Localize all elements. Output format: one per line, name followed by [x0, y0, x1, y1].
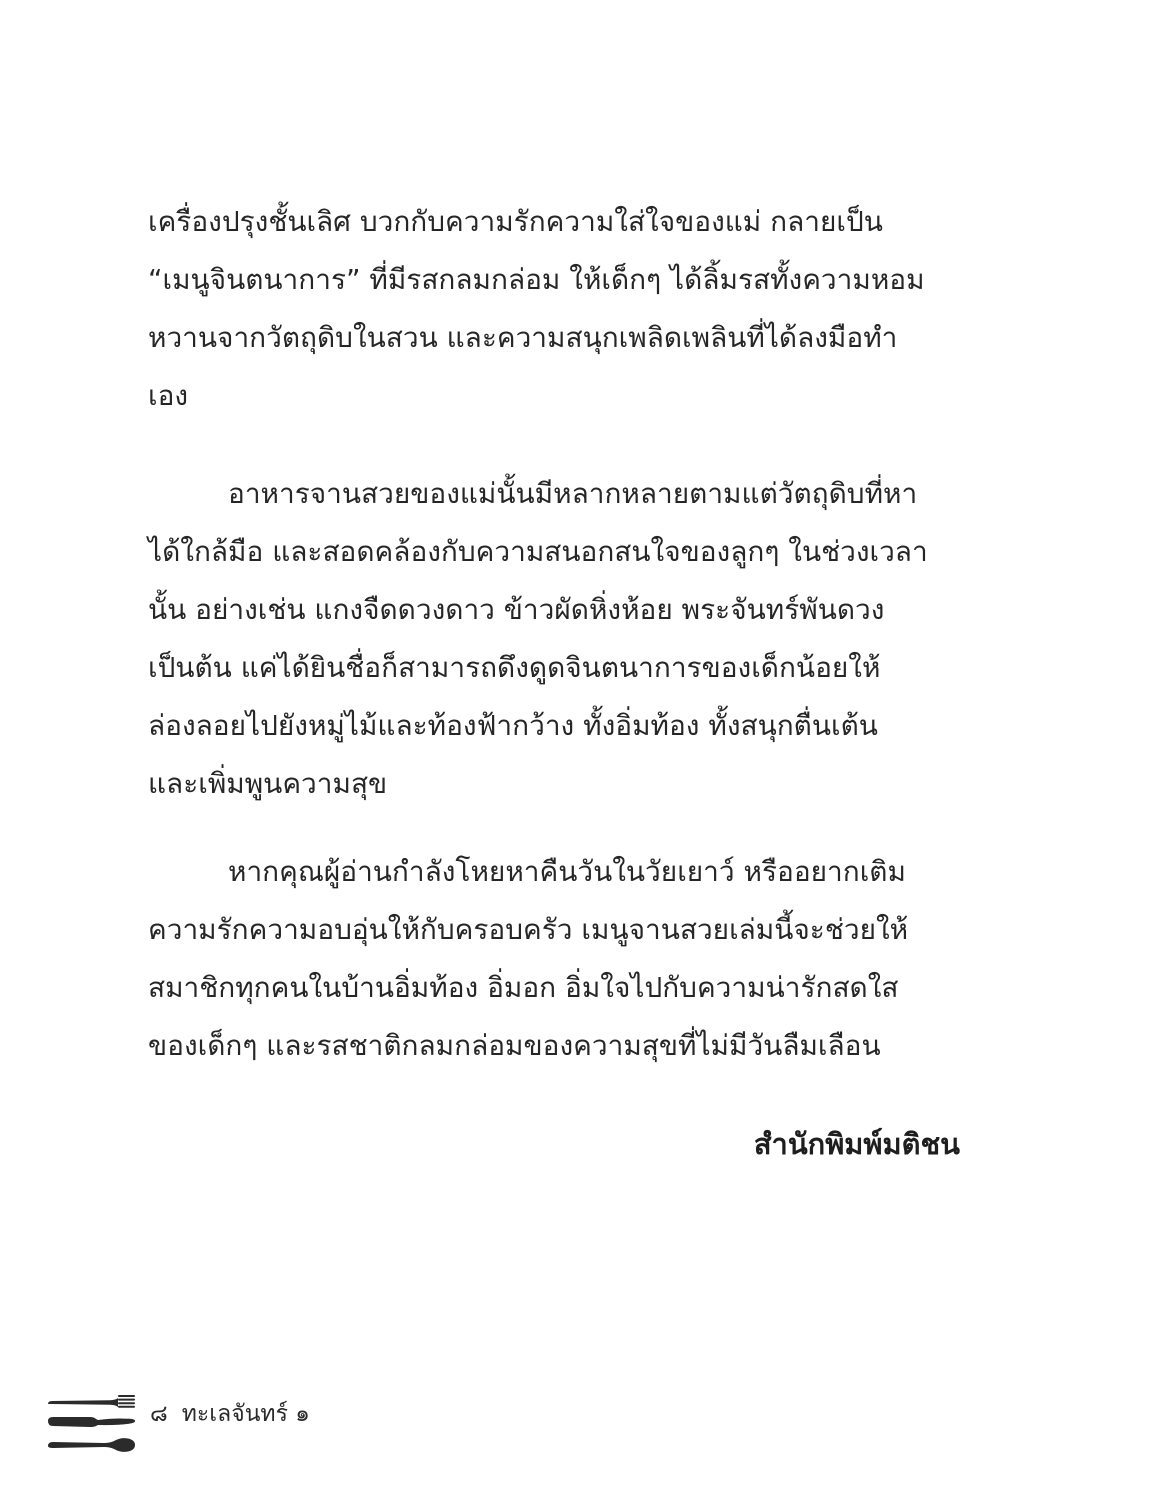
paragraph-2 [148, 465, 962, 813]
knife-icon [48, 1417, 135, 1427]
paragraph-line: และเพิ่มพูนความสุข [148, 767, 388, 800]
publisher-signature: สำนักพิมพ์มติชน [753, 1127, 960, 1161]
paragraph-line: “เมนูจินตนาการ” ที่มีรสกลมกล่อม ให้เด็กๆ ได้ลิ้มรสทั้งความหอม [148, 263, 925, 296]
page-folio [150, 1396, 324, 1432]
page-footer [46, 1384, 346, 1464]
fork-icon [48, 1395, 135, 1408]
paragraph-line: สมาชิกทุกคนในบ้านอิ่มท้อง อิ่มอก อิ่มใจไปกับความน่ารักสดใส [148, 971, 899, 1004]
paragraph-line: ล่องลอยไปยังหมู่ไม้และท้องฟ้ากว้าง ทั้งอิ่มท้อง ทั้งสนุกตื่นเต้น [148, 709, 878, 742]
paragraph-line: ของเด็กๆ และรสชาติกลมกล่อมของความสุขที่ไม่มีวันลืมเลือน [148, 1029, 881, 1062]
book-title: ทะเลจันทร์ ๑ [181, 1401, 310, 1427]
paragraph-1 [148, 193, 962, 425]
paragraph-3 [148, 843, 962, 1075]
fork-knife-spoon-icon [46, 1384, 138, 1464]
paragraph-line: เอง [148, 379, 189, 412]
page-number: ๘ [150, 1401, 168, 1427]
paragraph-line: เครื่องปรุงชั้นเลิศ บวกกับความรักความใส่ใจของแม่ กลายเป็น [148, 205, 883, 238]
paragraph-line: ได้ใกล้มือ และสอดคล้องกับความสนอกสนใจของลูกๆ ในช่วงเวลา [148, 535, 928, 568]
spoon-icon [48, 1438, 135, 1452]
paragraph-line: นั้น อย่างเช่น แกงจืดดวงดาว ข้าวผัดหิ่งห้อย พระจันทร์พันดวง [148, 593, 885, 626]
paragraph-line: อาหารจานสวยของแม่นั้นมีหลากหลายตามแต่วัตถุดิบที่หา [228, 477, 918, 510]
paragraph-line: ความรักความอบอุ่นให้กับครอบครัว เมนูจานสวยเล่มนี้จะช่วยให้ [148, 913, 909, 946]
paragraph-line: เป็นต้น แค่ได้ยินชื่อก็สามารถดึงดูดจินตนาการของเด็กน้อยให้ [148, 651, 881, 684]
paragraph-line: หวานจากวัตถุดิบในสวน และความสนุกเพลิดเพลินที่ได้ลงมือทำ [148, 321, 898, 354]
paragraph-line: หากคุณผู้อ่านกำลังโหยหาคืนวันในวัยเยาว์ หรืออยากเติม [228, 855, 906, 888]
